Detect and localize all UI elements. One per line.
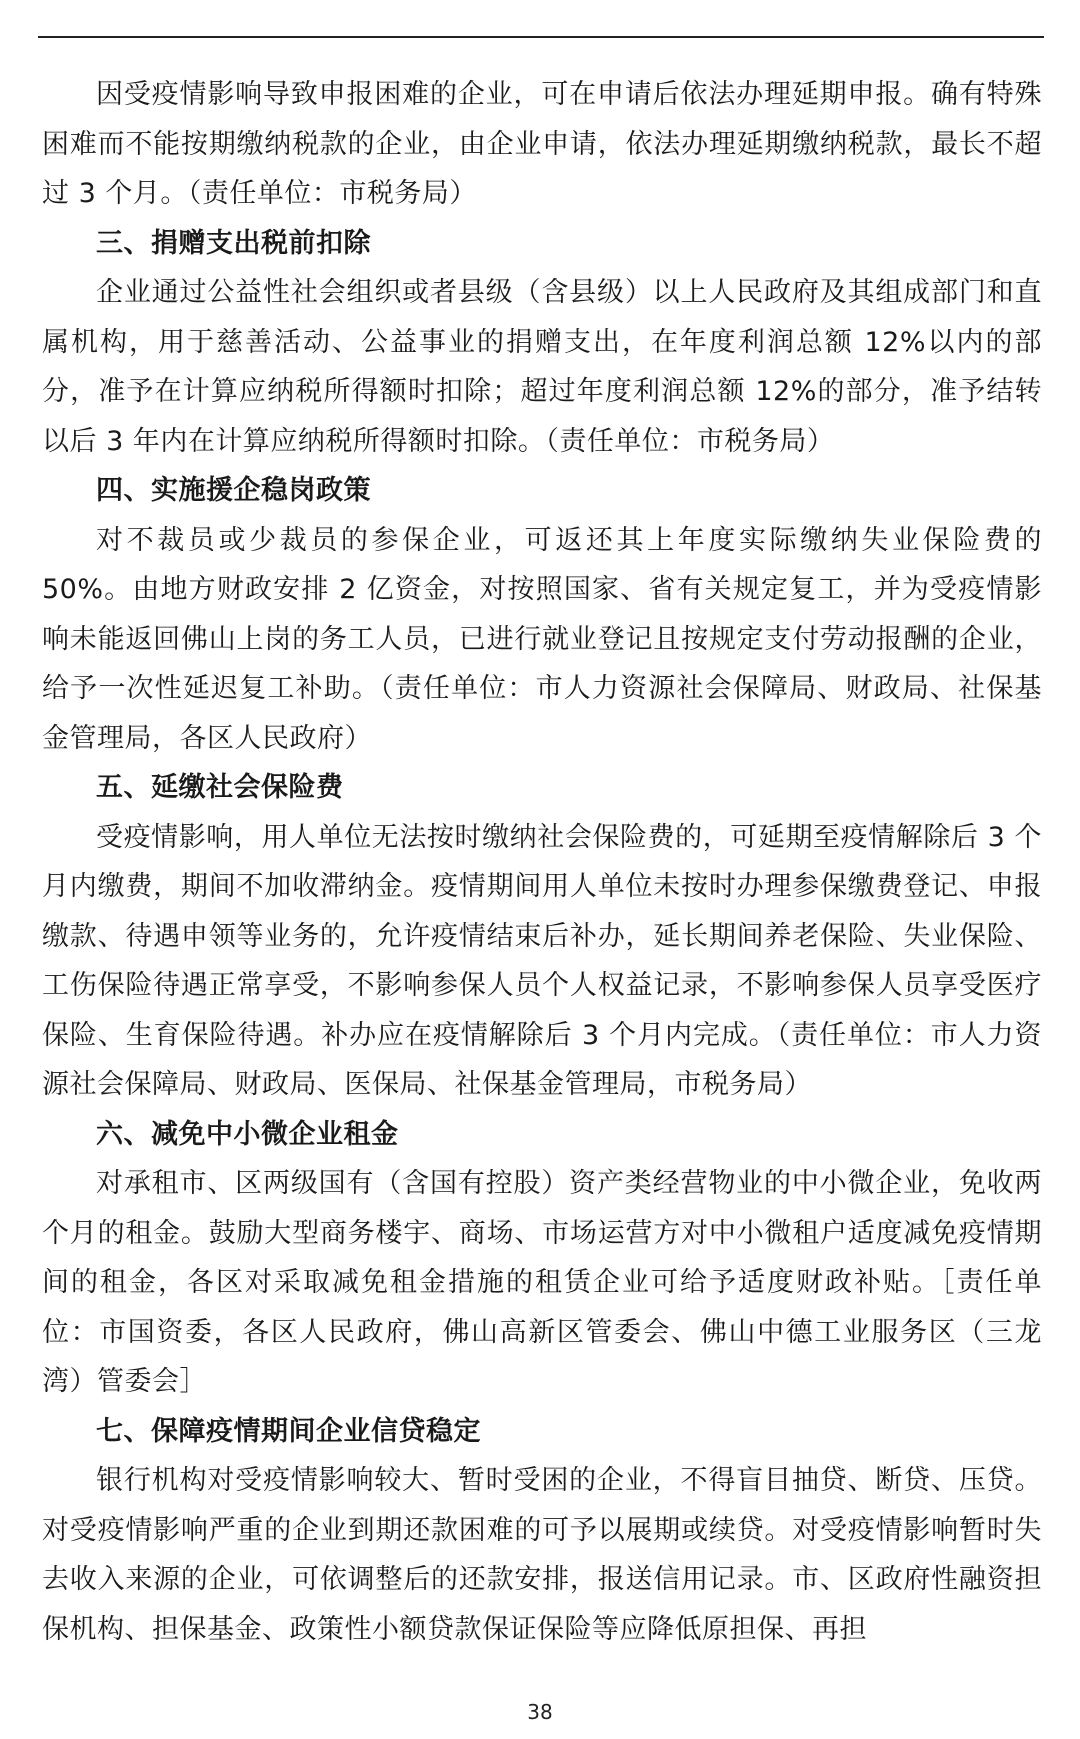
page-number: 38 xyxy=(527,1700,553,1724)
body-paragraph: 企业通过公益性社会组织或者县级（含县级）以上人民政府及其组成部门和直属机构，用于慈善活动、公益事业的捐赠支出，在年度利润总额 12%以内的部分，准予在计算应纳税所得额时扣除；超过年度利润总额 12%的部分，准予结转以后 3 年内在计算应纳税所得额时扣除。（责任单位：市税务局） xyxy=(42,277,1042,457)
section-heading: 七、保障疫情期间企业信贷稳定 xyxy=(96,1415,481,1447)
body-paragraph: 对承租市、区两级国有（含国有控股）资产类经营物业的中小微企业，免收两个月的租金。鼓励大型商务楼宇、商场、市场运营方对中小微租户适度减免疫情期间的租金，各区对采取减免租金措施的租赁企业可给予适度财政补贴。［责任单位：市国资委，各区人民政府，佛山高新区管委会、佛山中德工业服务区（三龙湾）管委会］ xyxy=(42,1168,1042,1397)
section-heading: 三、捐赠支出税前扣除 xyxy=(96,227,371,259)
header-divider xyxy=(38,36,1044,38)
body-paragraph: 受疫情影响，用人单位无法按时缴纳社会保险费的，可延期至疫情解除后 3 个月内缴费，期间不加收滞纳金。疫情期间用人单位未按时办理参保缴费登记、申报缴款、待遇申领等业务的，允许疫情结束后补办，延长期间养老保险、失业保险、工伤保险待遇正常享受，不影响参保人员个人权益记录，不影响参保人员享受医疗保险、生育保险待遇。补办应在疫情解除后 3 个月内完成。（责任单位：市人力资源社会保障局、财政局、医保局、社保基金管理局，市税务局） xyxy=(42,821,1042,1100)
section-heading: 五、延缴社会保险费 xyxy=(96,772,344,803)
section-heading: 六、减免中小微企业租金 xyxy=(96,1118,399,1150)
body-paragraph: 银行机构对受疫情影响较大、暂时受困的企业，不得盲目抽贷、断贷、压贷。对受疫情影响严重的企业到期还款困难的可予以展期或续贷。对受疫情影响暂时失去收入来源的企业，可依调整后的还款安排，报送信用记录。市、区政府性融资担保机构、担保基金、政策性小额贷款保证保险等应降低原担保、再担 xyxy=(42,1465,1042,1645)
body-paragraph: 对不裁员或少裁员的参保企业，可返还其上年度实际缴纳失业保险费的 50%。由地方财政安排 2 亿资金，对按照国家、省有关规定复工，并为受疫情影响未能返回佛山上岗的务工人员，已进行就业登记且按规定支付劳动报酬的企业，给予一次性延迟复工补助。（责任单位：市人力资源社会保障局、财政局、社保基金管理局，各区人民政府） xyxy=(42,524,1042,754)
body-paragraph: 因受疫情影响导致申报困难的企业，可在申请后依法办理延期申报。确有特殊困难而不能按期缴纳税款的企业，由企业申请，依法办理延期缴纳税款，最长不超过 3 个月。（责任单位：市税务局） xyxy=(42,79,1042,209)
document-body xyxy=(42,70,1042,1654)
section-heading: 四、实施援企稳岗政策 xyxy=(96,475,371,506)
